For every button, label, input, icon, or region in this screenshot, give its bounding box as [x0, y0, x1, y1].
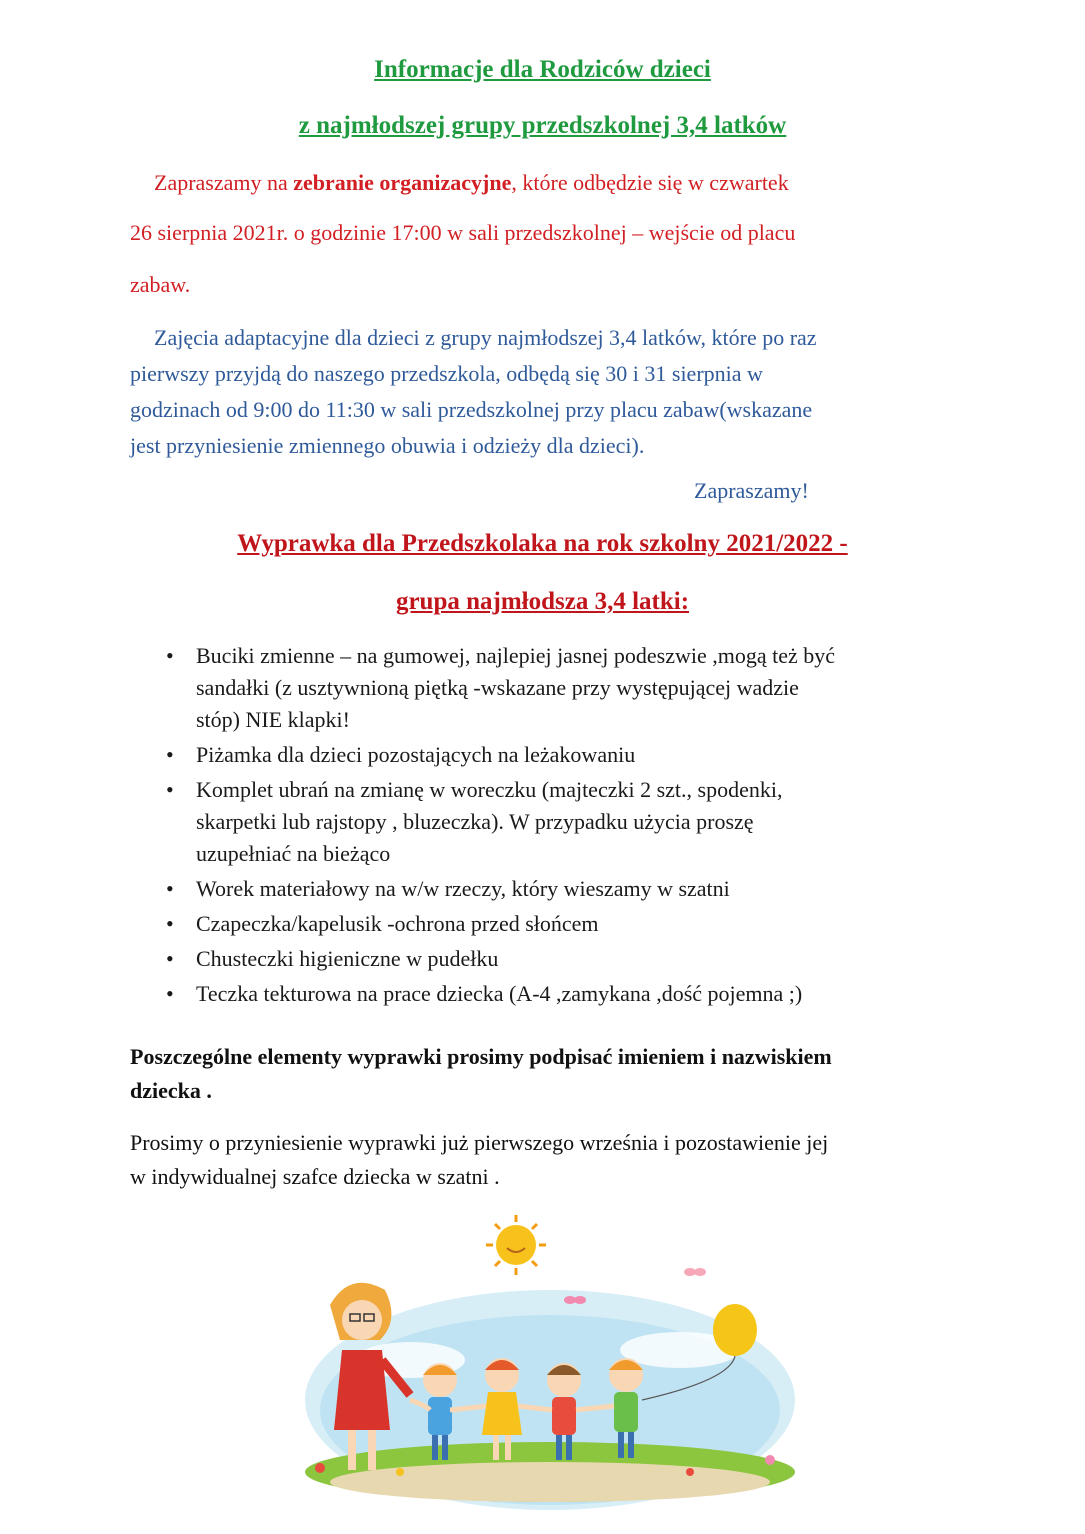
note-line: w indywidualnej szafce dziecka w szatni . [130, 1164, 500, 1189]
list-item-line: Czapeczka/kapelusik -ochrona przed słońcem [196, 911, 599, 936]
wyprawka-title-line-2: grupa najmłodsza 3,4 latki: [395, 588, 690, 615]
note-line: dziecka . [130, 1078, 212, 1103]
meeting-line-2: 26 sierpnia 2021r. o godzinie 17:00 w sali przedszkolnej – wejście od placu [130, 220, 796, 245]
closing-invitation: Zapraszamy! [694, 478, 809, 503]
list-item [160, 774, 960, 870]
meeting-line-3: zabaw. [130, 272, 191, 297]
adaptation-paragraph [130, 320, 960, 464]
list-item-line: Buciki zmienne – na gumowej, najlepiej jasnej podeszwie ,mogą też być [196, 643, 836, 668]
bullet-icon: • [166, 946, 174, 971]
list-item [160, 978, 960, 1010]
list-item-line: stóp) NIE klapki! [196, 707, 350, 732]
adaptation-line: Zajęcia adaptacyjne dla dzieci z grupy najmłodszej 3,4 latków, które po raz [154, 325, 817, 350]
teacher-with-children-illustration [290, 1210, 810, 1510]
list-item [160, 640, 960, 736]
list-item-line: Teczka tekturowa na prace dziecka (A-4 ,zamykana ,dość pojemna ;) [196, 981, 803, 1006]
adaptation-line: pierwszy przyjdą do naszego przedszkola, odbędą się 30 i 31 sierpnia w [130, 361, 763, 386]
list-item [160, 943, 960, 975]
list-item-line: uzupełniać na bieżąco [196, 841, 391, 866]
bring-items-note [130, 1126, 960, 1194]
bullet-icon: • [166, 876, 174, 901]
bullet-icon: • [166, 643, 174, 668]
illustration-svg [290, 1210, 810, 1510]
meeting-line-1 [154, 170, 789, 196]
meeting-text-post: , które odbędzie się w czwartek [511, 170, 789, 195]
sign-items-note [130, 1040, 960, 1108]
list-item-line: Chusteczki higieniczne w pudełku [196, 946, 499, 971]
heading-line-1: Informacje dla Rodziców dzieci [374, 56, 711, 83]
bullet-icon: • [166, 911, 174, 936]
list-item-line: Komplet ubrań na zmianę w woreczku (majteczki 2 szt., spodenki, [196, 777, 783, 802]
list-item-line: Worek materiałowy na w/w rzeczy, który wieszamy w szatni [196, 876, 730, 901]
bullet-icon: • [166, 981, 174, 1006]
butterfly-icon [684, 1268, 706, 1276]
list-item-line: skarpetki lub rajstopy , bluzeczka). W przypadku użycia proszę [196, 809, 754, 834]
list-item-line: sandałki (z usztywnioną piętką -wskazane przy występującej wadzie [196, 675, 799, 700]
list-item [160, 873, 960, 905]
note-line: Poszczególne elementy wyprawki prosimy podpisać imieniem i nazwiskiem [130, 1044, 832, 1069]
wyprawka-title-line-1: Wyprawka dla Przedszkolaka na rok szkolny 2021/2022 - [237, 530, 848, 557]
meeting-text-bold: zebranie organizacyjne [293, 170, 512, 195]
list-item [160, 908, 960, 940]
adaptation-line: jest przyniesienie zmiennego obuwia i odzieży dla dzieci). [130, 433, 645, 458]
heading-line-2: z najmłodszej grupy przedszkolnej 3,4 latków [298, 112, 787, 139]
adaptation-line: godzinach od 9:00 do 11:30 w sali przedszkolnej przy placu zabaw(wskazane [130, 397, 813, 422]
wyprawka-list [160, 640, 960, 1013]
sun-icon [486, 1215, 546, 1275]
note-line: Prosimy o przyniesienie wyprawki już pierwszego września i pozostawienie jej [130, 1130, 829, 1155]
list-item-line: Piżamka dla dzieci pozostających na leżakowaniu [196, 742, 636, 767]
list-item [160, 739, 960, 771]
bullet-icon: • [166, 742, 174, 767]
meeting-text-pre: Zapraszamy na [154, 170, 294, 195]
path-shape [330, 1462, 770, 1502]
bullet-icon: • [166, 777, 174, 802]
